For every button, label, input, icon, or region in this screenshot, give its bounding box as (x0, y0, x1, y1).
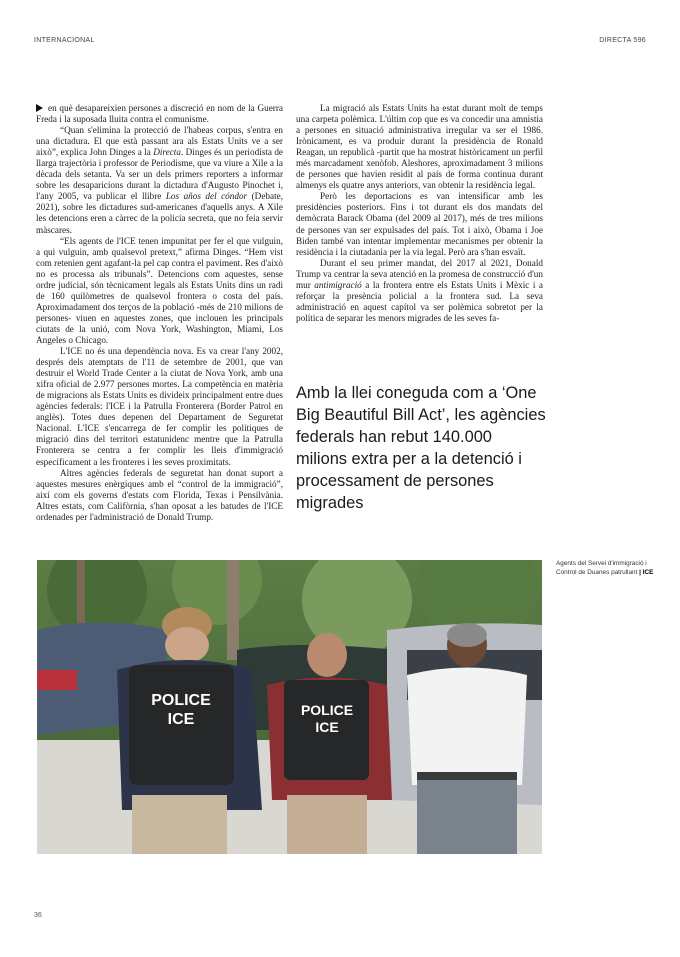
paragraph: La migració als Estats Units ha estat durant molt de temps una carpeta polèmica. L'últim cop que es va concedir una amnistia a persones en situació administrativa irregular va ser el 1986. Irònicament, es va produir durant la presidència de Ronald Reagan, un republicà -partit que ha mostrat històricament un perfil més marcadament xenòfob. Aleshores, aproximadament 3 milions de persones que havien residit al país de forma contínua durant almenys els quatre anys anteriors, van obtenir la residència legal. (296, 103, 543, 191)
article-photo (37, 560, 542, 854)
photo-caption: Agents del Servei d'immigració i Control de Duanes patrullant | ICE (556, 560, 654, 576)
paragraph: L'ICE no és una dependència nova. Es va crear l'any 2002, després dels atemptats de l'11 de setembre de 2001, que van destruir el World Trade Center a la ciutat de Nova York, amb una xifra oficial de 2.977 persones mortes. La competència en matèria de migracions als Estats Units es divideix principalment entre dues agències federals: l'ICE i la Patrulla Fronterera (Border Patrol en anglès). Totes dues depenen del Departament de Seguretat Nacional. L'ICE s'encarrega de fer complir les polítiques de migració dins del territori estatunidenc mentre que la Patrulla Fronterera se centra a fer complir les lleis d'immigració específicament a les fronteres i les seves proximitats. (36, 346, 283, 467)
paragraph: Durant el seu primer mandat, del 2017 al 2021, Donald Trump va centrar la seva atenció en la promesa de construcció d'un mur antimigració a la frontera entre els Estats Units i Mèxic i a reforçar la presència policial a la frontera sud. La seva administració en aquest capítol va ser polèmica sobretot per la política de separar les menors migrades de les seves fa- (296, 257, 543, 323)
page-number: 36 (34, 912, 42, 919)
vest-text: ICE (315, 719, 339, 735)
vest-text: POLICE (300, 702, 354, 718)
vest-text: ICE (167, 711, 195, 728)
paragraph: Però les deportacions es van intensificar amb les presidències posteriors. Fins i tot durant els dos mandats del demòcrata Barack Obama (del 2009 al 2017), més de tres milions de persones van ser expulsades del país. Tot i això, Obama i Joe Biden també van intentar implementar mecanismes per obtenir la residència i la ciutadania per la via legal. Però ara s'han esvaït. (296, 191, 543, 257)
photo-credit: | ICE (639, 568, 654, 576)
pull-quote: Amb la llei coneguda com a ‘One Big Beautiful Bill Act’, les agències federals han rebut 140.000 milions extra per a la detenció i processament de persones migrades (296, 384, 546, 512)
article-column-right (296, 103, 543, 324)
paragraph: “Els agents de l'ICE tenen impunitat per fer el que vulguin, a qui vulguin, amb qualsevol pretext,” afirma Dinges. “Hem vist com retenien gent agafant-la pel cap contra el paviment. Res d'això no es processa als tribunals”. Detencions com aquestes, sense ordre judicial, són tècnicament legals als Estats Units dins un radi de 160 quilòmetres de qualsevol frontera o costa del país. Aproximadament dos terços de la població -més de 210 milions de persones- viuen en aquestes zones, que inclouen les principals ciutats de la unió, com Nova York, Washington, Miami, Los Angeles o Chicago. (36, 235, 283, 345)
continuation-arrow-icon (36, 104, 43, 112)
issue-label: DIRECTA 596 (599, 37, 646, 44)
article-column-left (36, 103, 283, 523)
photo-illustration (37, 560, 542, 854)
section-label: INTERNACIONAL (34, 37, 95, 44)
paragraph: “Quan s'elimina la protecció de l'habeas corpus, s'entra en una dictadura. El que està passant ara als Estats Units ve a ser això”, explica John Dinges a la Directa. Dinges és un periodista de llarga trajectòria i professor de Periodisme, que va viure a Xile a la dècada dels setanta. Va ser un dels primers reporters a informar sobre les desaparicions durant la dictadura d'Augusto Pinochet i, l'any 2005, va publicar el llibre Los años del cóndor (Debate, 2021), sobre les dictadures sud-americanes d'aquells anys. A Xile les detencions eren a càrrec de la policia secreta, que no feia servir màscares. (36, 125, 283, 235)
vest-text: POLICE (151, 692, 211, 709)
paragraph: Altres agències federals de seguretat han donat suport a aquestes mesures enèrgiques amb el “control de la immigració”, així com els governs d'estats com Florida, Texas i Pensilvània. Altres estats, com Califòrnia, s'han oposat a les batudes de l'ICE ordenades per l'administració de Donald Trump. (36, 467, 283, 522)
paragraph: en què desapareixien persones a discreció en nom de la Guerra Freda i la suposada lluita contra el comunisme. (36, 103, 283, 125)
